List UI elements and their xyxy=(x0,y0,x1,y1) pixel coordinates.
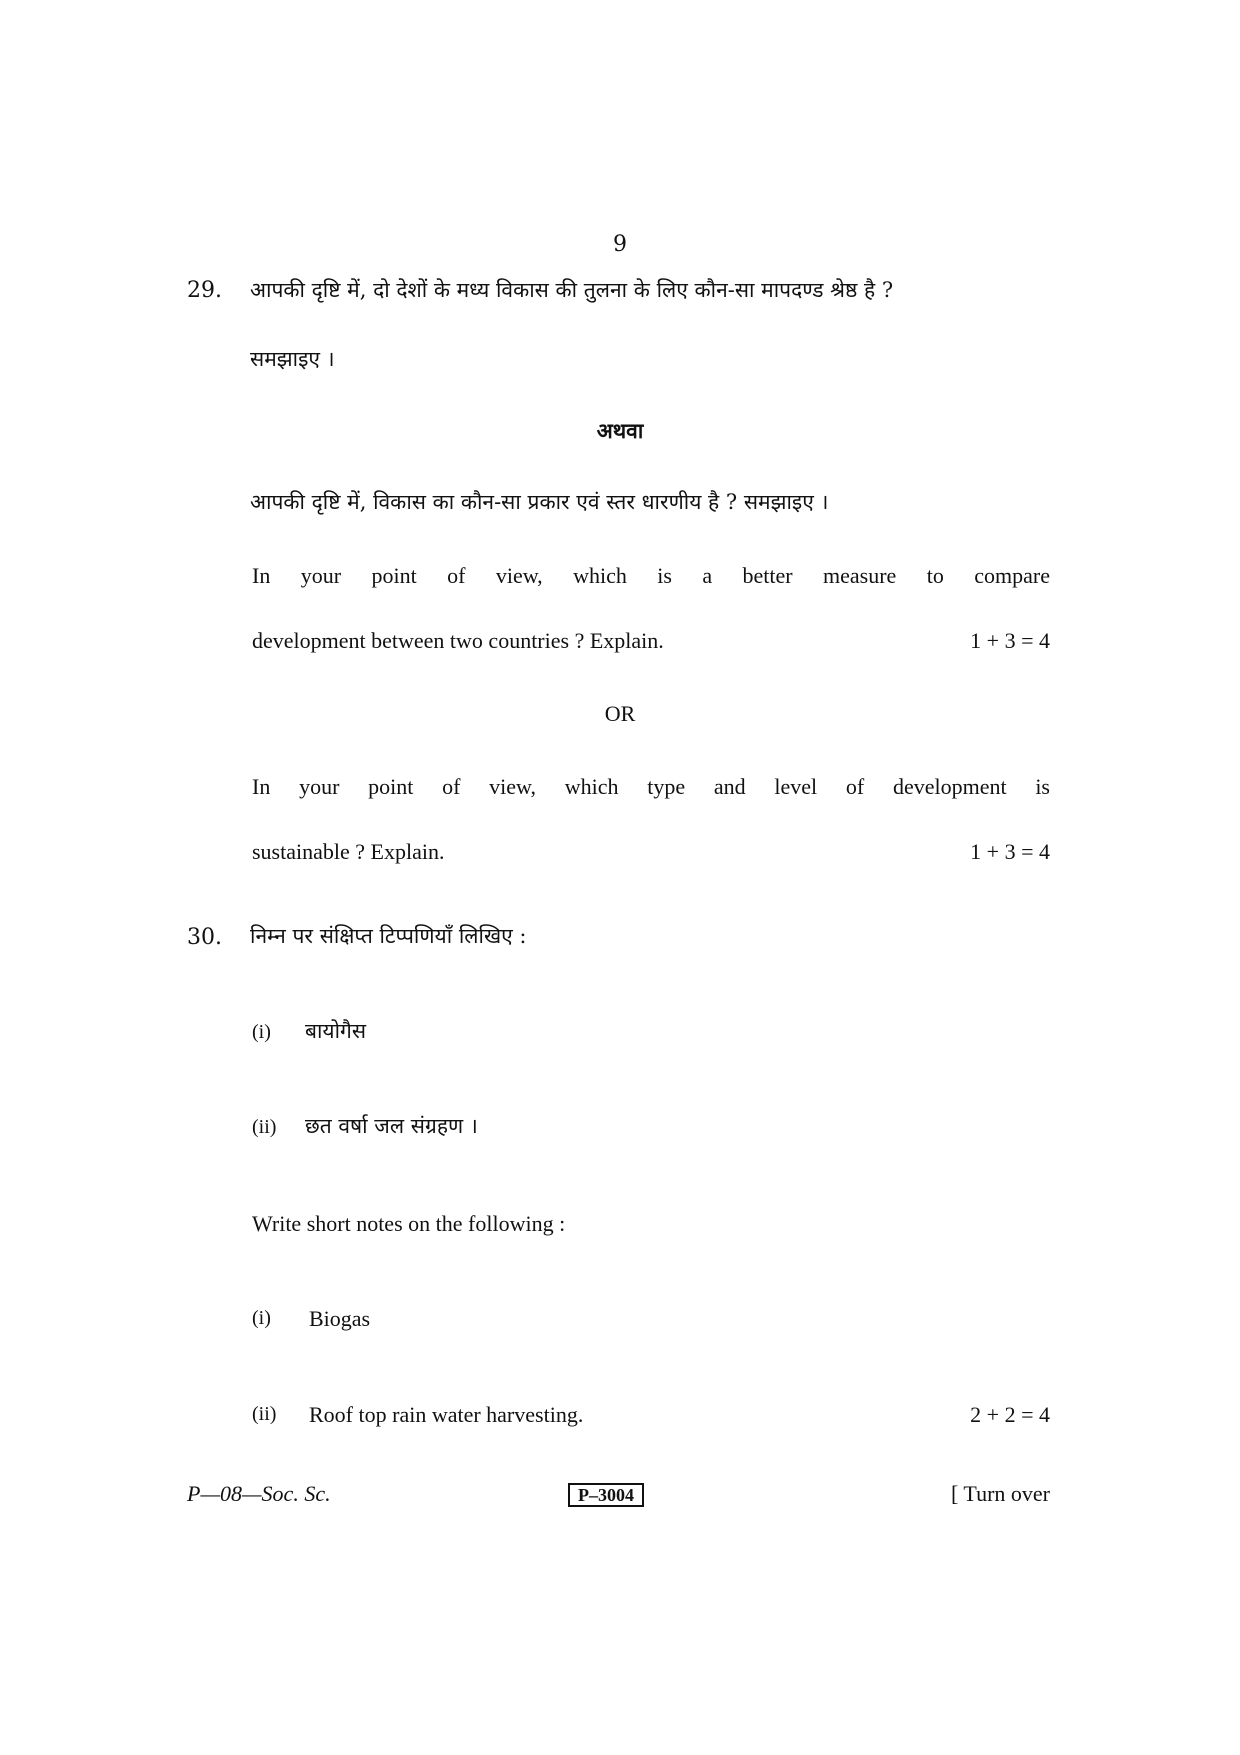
page-number: 9 xyxy=(613,232,627,257)
q29-english-line1: In your point of view, which is a better measure to compare xyxy=(252,563,1050,588)
q29-hindi-alt: आपकी दृष्टि में, विकास का कौन-सा प्रकार एवं स्तर धारणीय है ? समझाइए । xyxy=(250,490,829,514)
q29-alt-marks: 1 + 3 = 4 xyxy=(970,839,1050,864)
q30-english-instruction: Write short notes on the following : xyxy=(252,1211,566,1236)
q30-english-item-2-text: Roof top rain water harvesting. xyxy=(309,1402,584,1427)
footer-turn-over: [ Turn over xyxy=(950,1481,1050,1506)
q30-marks: 2 + 2 = 4 xyxy=(970,1402,1050,1427)
q29-english-or: OR xyxy=(604,701,636,726)
footer-paper-code: P—08—Soc. Sc. xyxy=(187,1481,331,1506)
footer-code: P–3004 xyxy=(568,1483,644,1507)
q30-hindi-item-1-text: बायोगैस xyxy=(305,1019,367,1043)
q30-hindi-instruction: निम्न पर संक्षिप्त टिप्पणियाँ लिखिए : xyxy=(250,924,527,948)
question-number-30: 30. xyxy=(187,925,222,950)
q30-hindi-item-1-label: (i) xyxy=(252,1021,271,1043)
q29-english-alt-line1: In your point of view, which type and level of development is xyxy=(252,774,1050,799)
q29-english-alt-line2: sustainable ? Explain. xyxy=(252,839,445,864)
footer-code-box xyxy=(568,1484,644,1506)
q30-english-item-1-label: (i) xyxy=(252,1307,271,1329)
q29-hindi-or: अथवा xyxy=(596,418,644,443)
q30-hindi-item-2-label: (ii) xyxy=(252,1116,277,1138)
q29-hindi-line1 xyxy=(250,276,1050,304)
q29-main-marks: 1 + 3 = 4 xyxy=(970,628,1050,653)
question-number-29: 29. xyxy=(187,278,222,303)
q30-hindi-item-2-text: छत वर्षा जल संग्रहण । xyxy=(305,1114,478,1138)
q30-english-item-1-text: Biogas xyxy=(309,1306,371,1331)
q29-hindi-text: आपकी दृष्टि में, दो देशों के मध्य विकास की तुलना के लिए कौन-सा मापदण्ड श्रेष्ठ है ? xyxy=(250,278,894,302)
q29-english-line2: development between two countries ? Explain. xyxy=(252,628,664,653)
q30-english-item-2-label: (ii) xyxy=(252,1403,277,1425)
q29-hindi-line2: समझाइए । xyxy=(250,347,335,371)
